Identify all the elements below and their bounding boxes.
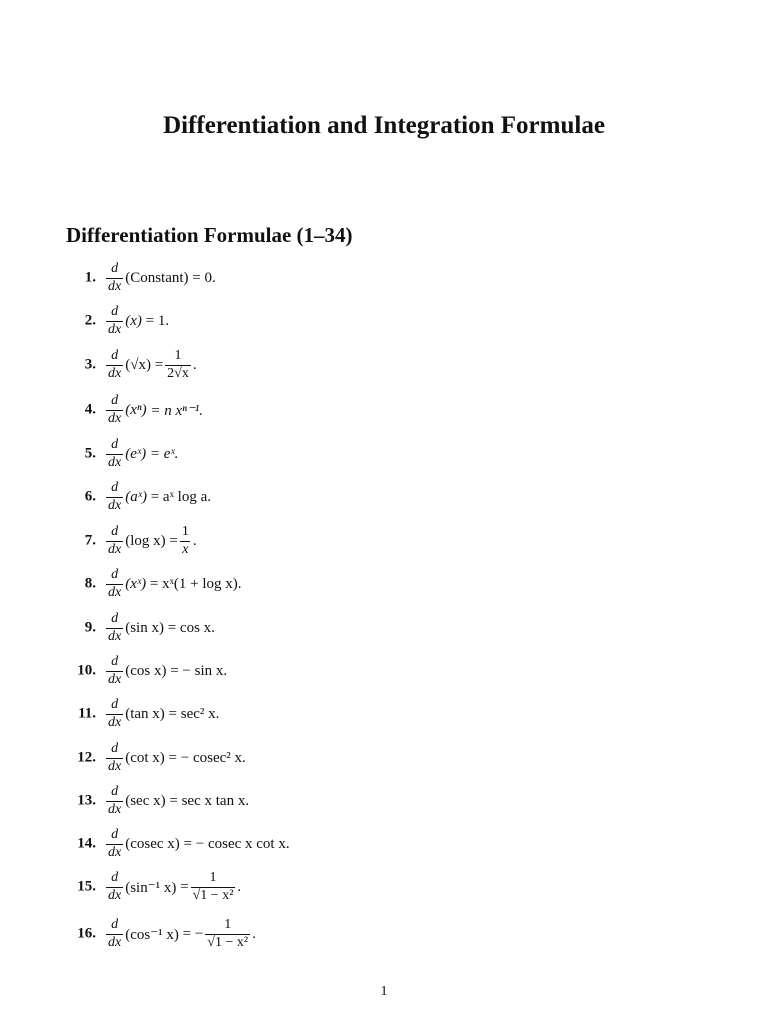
formula-expression — [104, 692, 219, 736]
derivative-operator: $\frac{d}{dx}$ — [108, 479, 122, 513]
formula-argument: (log x) — [125, 532, 166, 549]
formula-result: = n xⁿ⁻¹. — [150, 402, 204, 419]
formula-result: = eˣ. — [149, 445, 179, 462]
formula-6 — [0, 475, 520, 519]
formula-argument: (cot x) — [125, 749, 165, 766]
formula-8 — [0, 562, 520, 606]
derivative-operator: $\frac{d}{dx}$ — [108, 610, 122, 644]
derivative-operator: $\frac{d}{dx}$ — [108, 260, 122, 294]
formula-argument: (tan x) — [125, 705, 165, 722]
formula-expression — [104, 256, 216, 300]
formula-number: 15. — [77, 878, 96, 895]
formula-4 — [0, 388, 520, 432]
derivative-operator: $\frac{d}{dx}$ — [108, 783, 122, 817]
formula-9 — [0, 606, 520, 650]
formula-result: = sec x tan x. — [169, 792, 250, 809]
formula-expression: $\frac{d}{dx}$ (log x) = $\frac{1}{x}$ . — [108, 523, 197, 557]
formula-expression: $\frac{d}{dx}$ (cos⁻¹ x) = − $\frac{1}{\text{√1 − x²}}$ . — [108, 916, 256, 950]
formula-result: = aˣ log a. — [150, 488, 211, 505]
formula-expression: $\frac{d}{dx}$ (sin⁻¹ x) = $\frac{1}{\text{√1 − x²}}$ . — [108, 869, 242, 903]
formula-3 — [0, 343, 520, 387]
formula-10 — [0, 649, 520, 693]
derivative-operator: $\frac{d}{dx}$ — [108, 347, 122, 381]
formula-15 — [0, 865, 520, 909]
formula-argument: (cos⁻¹ x) — [125, 926, 179, 943]
formula-expression — [104, 432, 178, 476]
formula-result: = − cosec² x. — [168, 749, 246, 766]
formula-number: 7. — [84, 532, 96, 549]
formula-argument: (Constant) — [125, 269, 189, 286]
formula-16 — [0, 912, 520, 956]
formula-expression — [104, 822, 290, 866]
formula-number: 2. — [84, 312, 96, 329]
formula-number: 8. — [84, 575, 96, 592]
derivative-operator: $\frac{d}{dx}$ — [108, 869, 122, 903]
formula-result: = — [169, 532, 178, 549]
formula-argument: (xˣ) — [125, 575, 147, 592]
result-fraction: $\frac{1}{\text{√1 − x²}}$ — [207, 916, 249, 950]
formula-argument: (sin x) — [125, 619, 164, 636]
derivative-operator: $\frac{d}{dx}$ — [108, 740, 122, 774]
document-title: Differentiation and Integration Formulae — [163, 112, 605, 139]
formula-number: 1. — [84, 269, 96, 286]
formula-number: 5. — [84, 445, 96, 462]
formula-number: 13. — [77, 792, 96, 809]
formula-number: 11. — [78, 705, 96, 722]
formula-expression — [104, 649, 227, 693]
derivative-operator: $\frac{d}{dx}$ — [108, 696, 122, 730]
formula-expression — [104, 736, 246, 780]
formula-result: = cos x. — [167, 619, 215, 636]
formula-number: 3. — [84, 356, 96, 373]
formula-argument: (sec x) — [125, 792, 166, 809]
formula-argument: (eˣ) — [125, 445, 147, 462]
formula-result: = 1. — [145, 312, 170, 329]
formula-expression — [104, 779, 249, 823]
result-fraction: $\frac{1}{\text{√1 − x²}}$ — [192, 869, 234, 903]
formula-argument: (x) — [125, 312, 142, 329]
formula-number: 16. — [77, 925, 96, 942]
formula-result: = 0. — [192, 269, 216, 286]
formula-number: 9. — [84, 619, 96, 636]
formula-number: 4. — [84, 401, 96, 418]
derivative-operator: $\frac{d}{dx}$ — [108, 566, 122, 600]
formula-result: = − — [182, 925, 204, 942]
derivative-operator: $\frac{d}{dx}$ — [108, 916, 122, 950]
formula-number: 14. — [77, 835, 96, 852]
formula-result: = — [180, 878, 189, 895]
formula-expression — [104, 299, 169, 343]
formula-result: = sec² x. — [168, 705, 220, 722]
formula-7 — [0, 519, 520, 563]
formula-expression: $\frac{d}{dx}$ (√x) = $\frac{1}{2√x}$ . — [108, 347, 197, 381]
derivative-operator: $\frac{d}{dx}$ — [108, 392, 122, 426]
result-fraction: $\frac{1}{2√x}$ — [167, 347, 189, 381]
formula-result: = xˣ(1 + log x). — [149, 575, 242, 592]
formula-number: 10. — [77, 662, 96, 679]
formula-2 — [0, 299, 520, 343]
derivative-operator: $\frac{d}{dx}$ — [108, 303, 122, 337]
formula-number: 6. — [84, 488, 96, 505]
formula-result: = — [154, 356, 164, 373]
formula-expression — [104, 606, 215, 650]
formula-argument: (√x) — [125, 356, 151, 373]
formula-13 — [0, 779, 520, 823]
formula-result: = − sin x. — [170, 662, 228, 679]
derivative-operator: $\frac{d}{dx}$ — [108, 826, 122, 860]
formula-argument: (aˣ) — [125, 488, 147, 505]
formula-14 — [0, 822, 520, 866]
derivative-operator: $\frac{d}{dx}$ — [108, 436, 122, 470]
formula-1 — [0, 256, 520, 300]
formula-expression — [104, 388, 203, 432]
formula-argument: (sin⁻¹ x) — [125, 879, 177, 896]
section-heading: Differentiation Formulae (1–34) — [66, 223, 353, 247]
formula-argument: (cosec x) — [125, 835, 180, 852]
formula-argument: (cos x) — [125, 662, 167, 679]
formula-result: = − cosec x cot x. — [183, 835, 290, 852]
formula-expression — [104, 562, 242, 606]
formula-5 — [0, 432, 520, 476]
page-number: 1 — [380, 984, 388, 999]
formula-argument: (xⁿ) — [125, 401, 147, 418]
derivative-operator: $\frac{d}{dx}$ — [108, 523, 122, 557]
formula-number: 12. — [77, 749, 96, 766]
formula-expression — [104, 475, 211, 519]
result-fraction: $\frac{1}{x}$ — [181, 523, 189, 557]
formula-11 — [0, 692, 520, 736]
derivative-operator: $\frac{d}{dx}$ — [108, 653, 122, 687]
formula-12 — [0, 736, 520, 780]
